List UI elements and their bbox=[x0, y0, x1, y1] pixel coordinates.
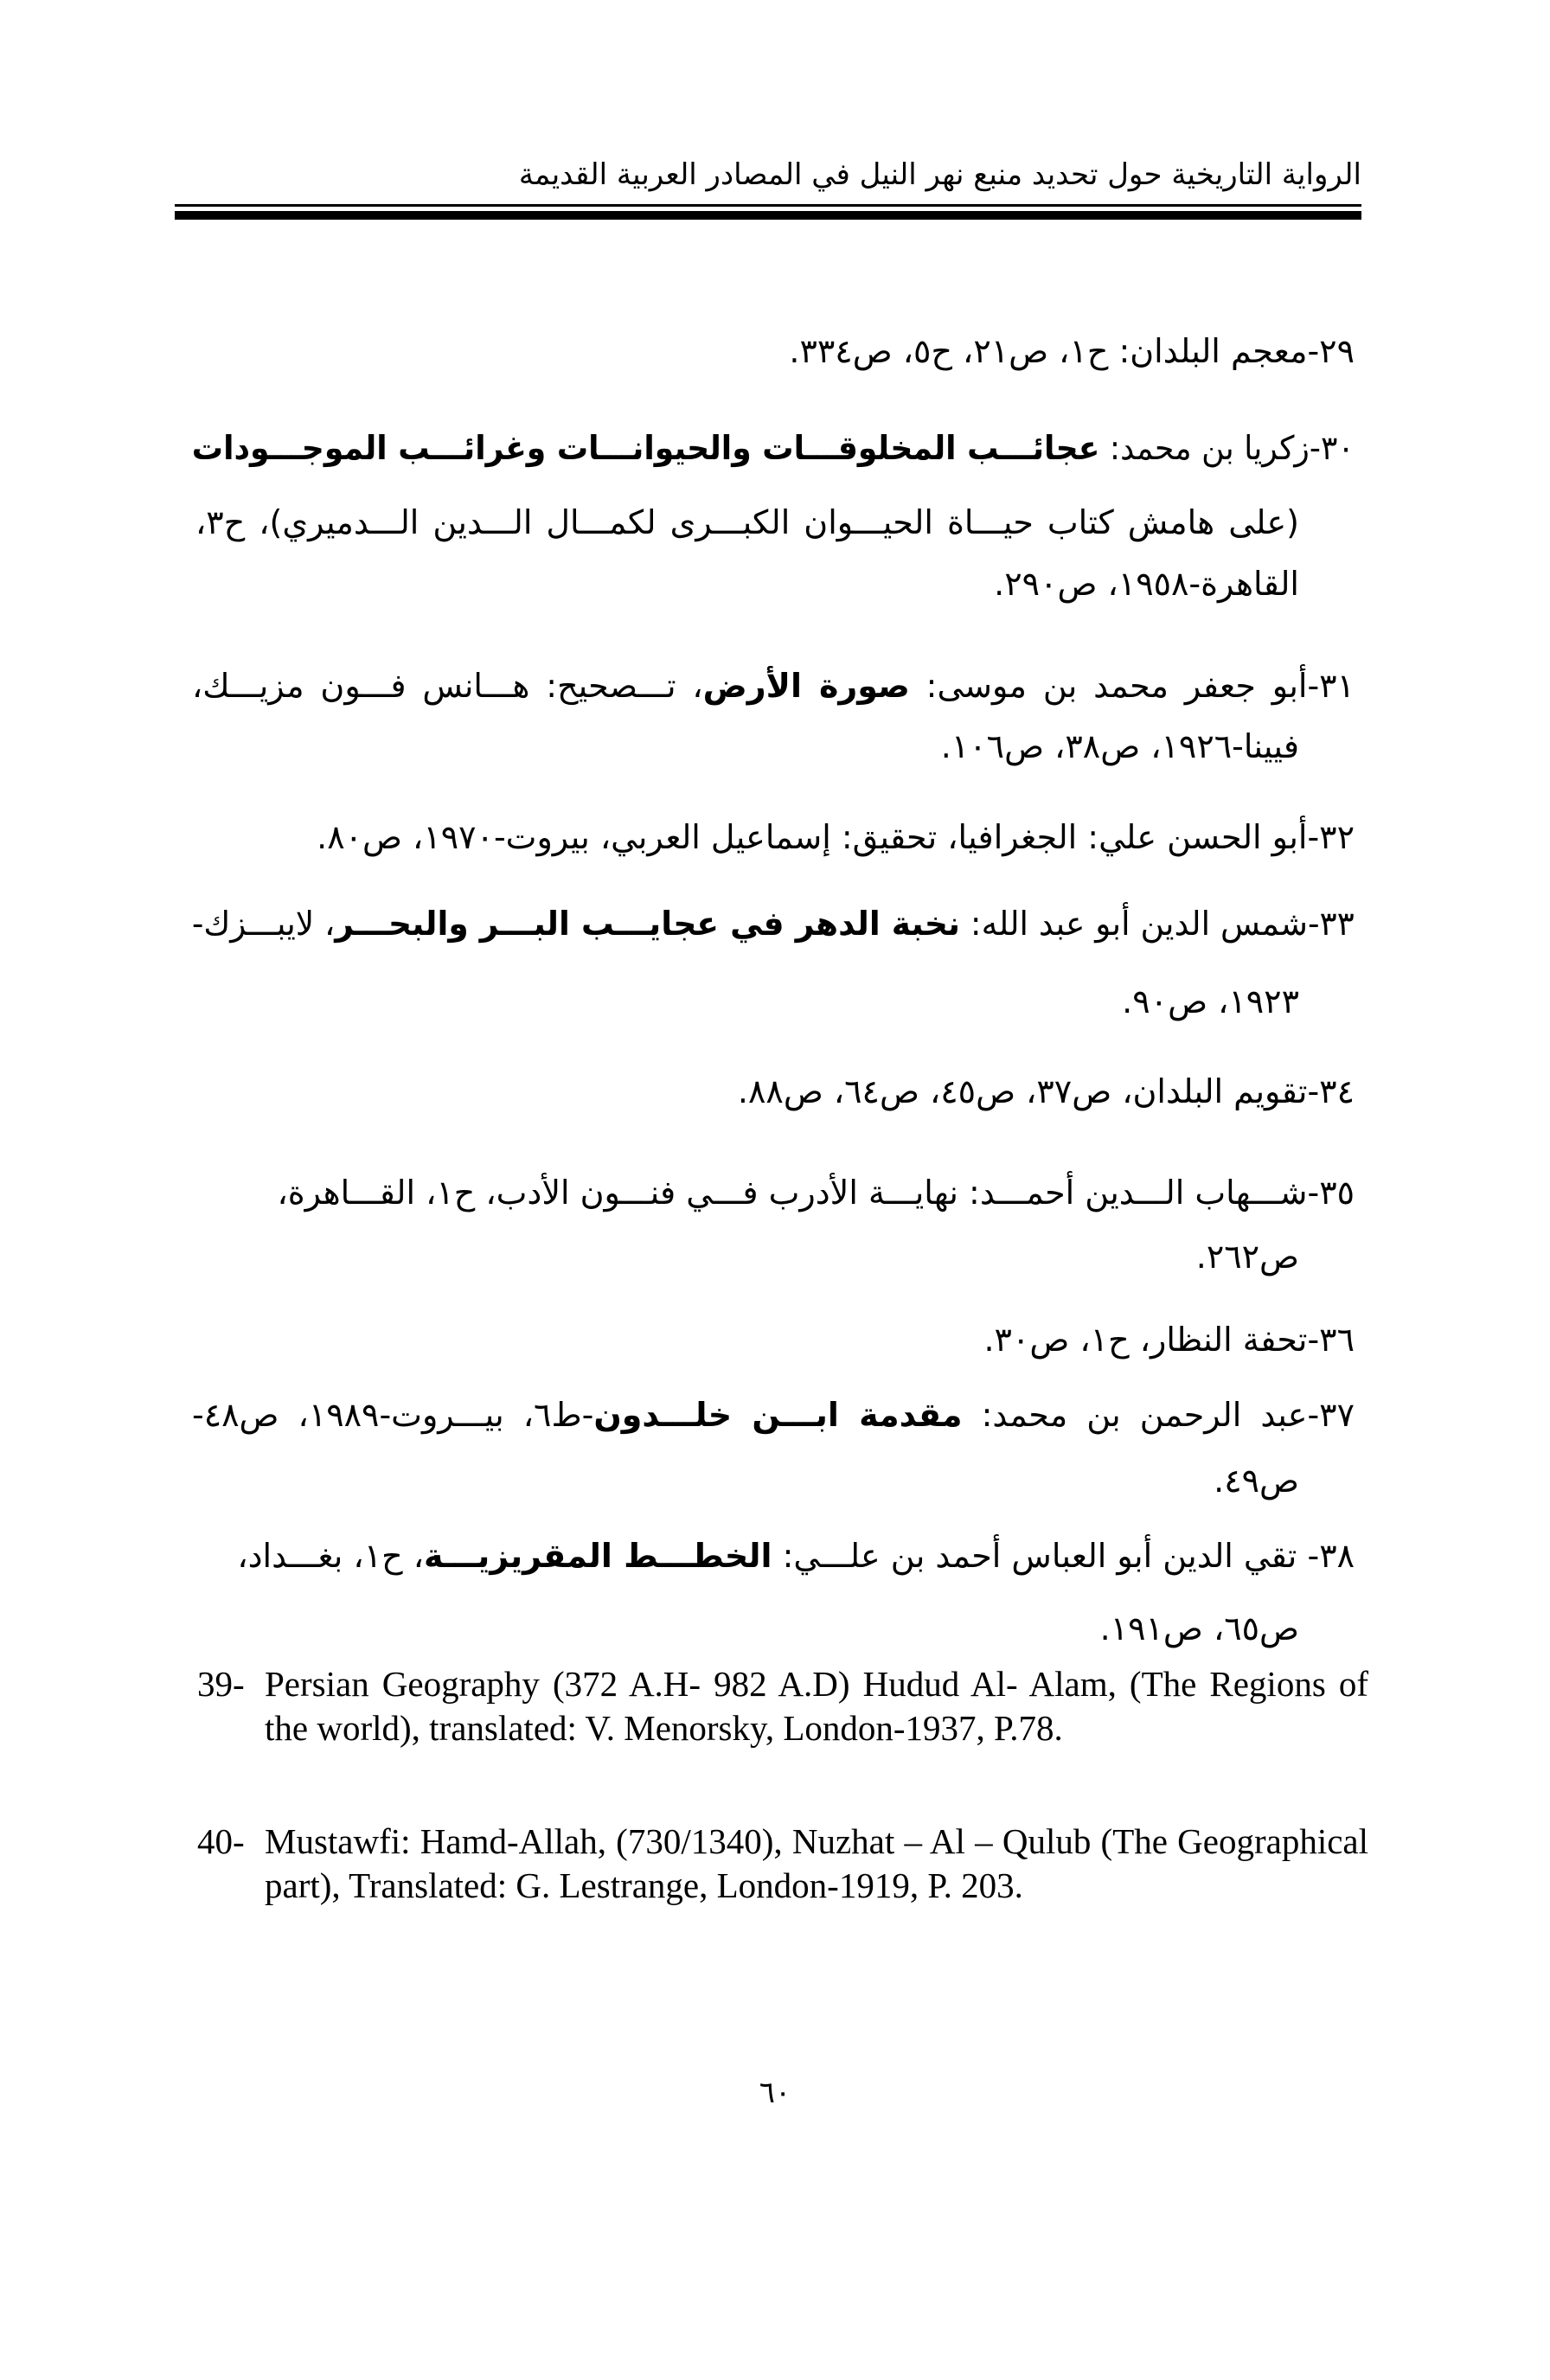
footnote-text: ٣٦-تحفة النظار، ح١، ص٣٠. bbox=[983, 1321, 1355, 1359]
footnote-text: ص٦٥، ص١٩١. bbox=[1099, 1609, 1299, 1647]
footnote-text: ٣١-أبو جعفر محمد بن موسى: bbox=[909, 667, 1355, 705]
footnote-line bbox=[317, 813, 1355, 861]
footnote-text: ص٢٦٢. bbox=[1195, 1238, 1299, 1276]
footnote-text: فيينا-١٩٢٦، ص٣٨، ص١٠٦. bbox=[940, 727, 1299, 765]
footnote-line bbox=[192, 1168, 1355, 1217]
footnote-text: ٣٢-أبو الحسن علي: الجغرافيا، تحقيق: إسماعيل العربي، بيروت-١٩٧٠، ص٨٠. bbox=[317, 818, 1355, 856]
footnote-line bbox=[192, 1532, 1355, 1580]
footnote-line bbox=[1122, 977, 1299, 1026]
header-rule-thin bbox=[175, 204, 1361, 207]
footnote-title: مقدمة ابـــن خلـــدون bbox=[593, 1396, 963, 1434]
footnote-line bbox=[192, 1391, 1355, 1439]
footnote-line bbox=[1214, 1456, 1299, 1505]
footnote-line bbox=[941, 722, 1299, 771]
footnote-text: القاهرة-١٩٥٨، ص٢٩٠. bbox=[994, 565, 1299, 603]
header-rule-thick bbox=[175, 211, 1361, 220]
running-header: الرواية التاريخية حول تحديد منبع نهر النيل في المصادر العربية القديمة bbox=[518, 157, 1361, 192]
footnote-text: ٢٩-معجم البلدان: ح١، ص٢١، ح٥، ص٣٣٤. bbox=[789, 332, 1355, 370]
footnote-39 bbox=[197, 1662, 1368, 1750]
footnote-text: Mustawfi: Hamd-Allah, (730/1340), Nuzhat – Al – Qulub (The Geographical part), Translated: G. Lestrange, London-1919, P. 203. bbox=[265, 1821, 1368, 1905]
footnote-title: عجائـــب المخلوقـــات والحيوانـــات وغرائـــب الموجـــودات bbox=[192, 429, 1100, 467]
footnote-text: (على هامش كتاب حيـــاة الحيـــوان الكبـــرى لكمـــال الـــدين الـــدميري)، ح٣، bbox=[195, 503, 1299, 541]
footnote-number: 40- bbox=[197, 1821, 245, 1861]
footnote-text: ٣٤-تقويم البلدان، ص٣٧، ص٤٥، ص٦٤، ص٨٨. bbox=[737, 1072, 1355, 1110]
footnote-40 bbox=[197, 1820, 1368, 1908]
footnote-line bbox=[994, 560, 1299, 608]
footnote-text: ٣٠-زكريا بن محمد: bbox=[1099, 429, 1355, 467]
footnote-line bbox=[1196, 1232, 1299, 1281]
footnote-text: ١٩٢٣، ص٩٠. bbox=[1122, 982, 1299, 1020]
footnote-title: نخبة الدهر في عجايـــب البـــر والبحـــر bbox=[335, 905, 961, 943]
footnote-text: ٣٣-شمس الدين أبو عبد الله: bbox=[960, 905, 1355, 943]
footnote-text: ، تـــصحيح: هـــانس فـــون مزيـــك، bbox=[192, 667, 703, 705]
footnote-title: الخطـــط المقريزيـــة bbox=[423, 1537, 772, 1575]
footnote-line bbox=[1100, 1604, 1299, 1653]
footnote-number: 39- bbox=[197, 1664, 245, 1704]
footnote-line bbox=[789, 327, 1355, 375]
footnote-line bbox=[195, 498, 1299, 547]
footnote-text: ، لايبـــزك- bbox=[192, 905, 336, 943]
footnote-text: -ط٦، بيـــروت-١٩٨٩، ص٤٨- bbox=[192, 1396, 594, 1434]
footnote-line bbox=[192, 899, 1355, 948]
footnote-text: ٣٧-عبد الرحمن بن محمد: bbox=[962, 1396, 1355, 1434]
page-number: ٦٠ bbox=[759, 2076, 791, 2110]
footnote-line bbox=[983, 1315, 1355, 1364]
footnote-title: صورة الأرض bbox=[702, 667, 910, 705]
footnote-text: ٣٥-شـــهاب الـــدين أحمـــد: نهايـــة الأدرب فـــي فنـــون الأدب، ح١، القـــاهرة، bbox=[277, 1174, 1355, 1212]
footnote-line bbox=[192, 424, 1355, 472]
footnote-line bbox=[192, 662, 1355, 710]
footnote-text: ، ح١، بغـــداد، bbox=[237, 1537, 424, 1575]
footnote-line bbox=[738, 1067, 1355, 1116]
footnote-text: Persian Geography (372 A.H- 982 A.D) Hudud Al- Alam, (The Regions of the world), translated: V. Menorsky, London-1937, P.78. bbox=[265, 1664, 1368, 1748]
footnote-text: ٣٨- تقي الدين أبو العباس أحمد بن علـــي: bbox=[772, 1537, 1355, 1575]
footnote-text: ص٤٩. bbox=[1214, 1462, 1299, 1500]
